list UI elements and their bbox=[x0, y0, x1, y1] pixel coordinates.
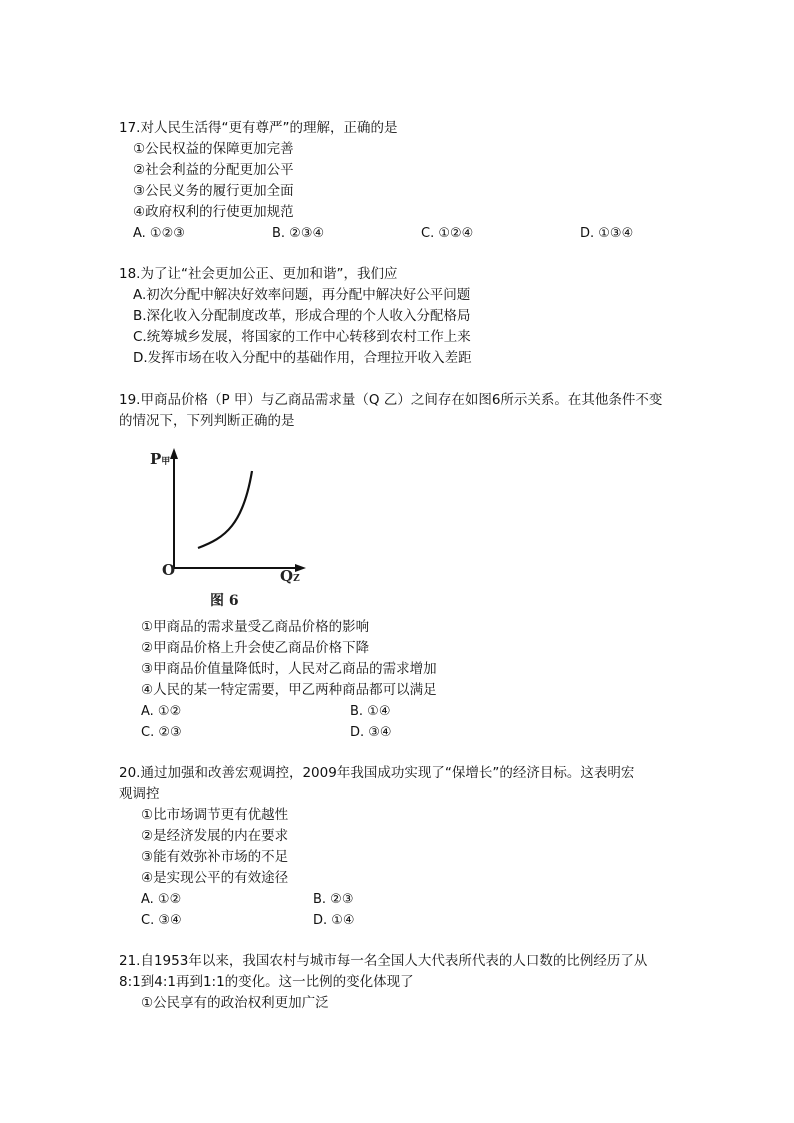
q20-item-3: ③能有效弥补市场的不足 bbox=[141, 849, 289, 865]
q19-stem-line-1: 19.甲商品价格（P 甲）与乙商品需求量（Q 乙）之间存在如图6所示关系。在其他条件不变 bbox=[119, 392, 663, 408]
q17-option-d: D. ①③④ bbox=[580, 226, 634, 241]
q17-option-a: A. ①②③ bbox=[133, 226, 185, 241]
q18-option-d: D.发挥市场在收入分配中的基础作用，合理拉开收入差距 bbox=[133, 350, 472, 366]
q20-option-a: A. ①② bbox=[141, 892, 182, 907]
figure-caption: 图 6 bbox=[210, 593, 239, 609]
y-axis-arrow-icon bbox=[170, 448, 178, 459]
q20-option-b: B. ②③ bbox=[313, 892, 354, 907]
q19-option-d: D. ③④ bbox=[350, 725, 392, 740]
q18-option-b: B.深化收入分配制度改革，形成合理的个人收入分配格局 bbox=[133, 308, 471, 324]
q19-item-1: ①甲商品的需求量受乙商品价格的影响 bbox=[141, 619, 370, 635]
q17-option-b: B. ②③④ bbox=[272, 226, 325, 241]
q18-option-c: C.统筹城乡发展，将国家的工作中心转移到农村工作上来 bbox=[133, 329, 471, 345]
q19-option-a: A. ①② bbox=[141, 704, 182, 719]
q18-option-a: A.初次分配中解决好效率问题，再分配中解决好公平问题 bbox=[133, 287, 471, 303]
q17-option-c: C. ①②④ bbox=[421, 226, 474, 241]
q17-stem: 17.对人民生活得“更有尊严”的理解，正确的是 bbox=[119, 120, 398, 136]
q19-stem-line-2: 的情况下，下列判断正确的是 bbox=[119, 413, 295, 429]
q21-item-1: ①公民享有的政治权利更加广泛 bbox=[141, 995, 329, 1011]
q17-item-3: ③公民义务的履行更加全面 bbox=[133, 183, 294, 199]
q19-item-3: ③甲商品价值量降低时，人民对乙商品的需求增加 bbox=[141, 661, 437, 677]
q20-option-c: C. ③④ bbox=[141, 913, 182, 928]
q20-item-2: ②是经济发展的内在要求 bbox=[141, 828, 289, 844]
q18-stem: 18.为了让“社会更加公正、更加和谐”，我们应 bbox=[119, 266, 398, 282]
q20-item-1: ①比市场调节更有优越性 bbox=[141, 807, 289, 823]
q21-stem-line-2: 8:1到4:1再到1:1的变化。这一比例的变化体现了 bbox=[119, 974, 414, 990]
x-axis-label: QZ bbox=[280, 567, 300, 585]
q20-option-d: D. ①④ bbox=[313, 913, 355, 928]
origin-label: O bbox=[162, 561, 176, 579]
q19-figure-6 bbox=[140, 445, 310, 615]
q21-stem-line-1: 21.自1953年以来，我国农村与城市每一名全国人大代表所代表的人口数的比例经历了从 bbox=[119, 953, 648, 969]
q19-option-c: C. ②③ bbox=[141, 725, 182, 740]
q20-item-4: ④是实现公平的有效途径 bbox=[141, 870, 289, 886]
q17-item-2: ②社会利益的分配更加公平 bbox=[133, 162, 294, 178]
q17-item-1: ①公民权益的保障更加完善 bbox=[133, 141, 294, 157]
q20-stem-line-2: 观调控 bbox=[119, 786, 160, 802]
q19-option-b: B. ①④ bbox=[350, 704, 391, 719]
q19-item-2: ②甲商品价格上升会使乙商品价格下降 bbox=[141, 640, 370, 656]
q19-item-4: ④人民的某一特定需要，甲乙两种商品都可以满足 bbox=[141, 682, 437, 698]
q20-stem-line-1: 20.通过加强和改善宏观调控，2009年我国成功实现了“保增长”的经济目标。这表明宏 bbox=[119, 765, 635, 781]
y-axis-label: P甲 bbox=[150, 450, 171, 468]
relationship-curve bbox=[198, 471, 252, 548]
q17-item-4: ④政府权利的行使更加规范 bbox=[133, 204, 294, 220]
